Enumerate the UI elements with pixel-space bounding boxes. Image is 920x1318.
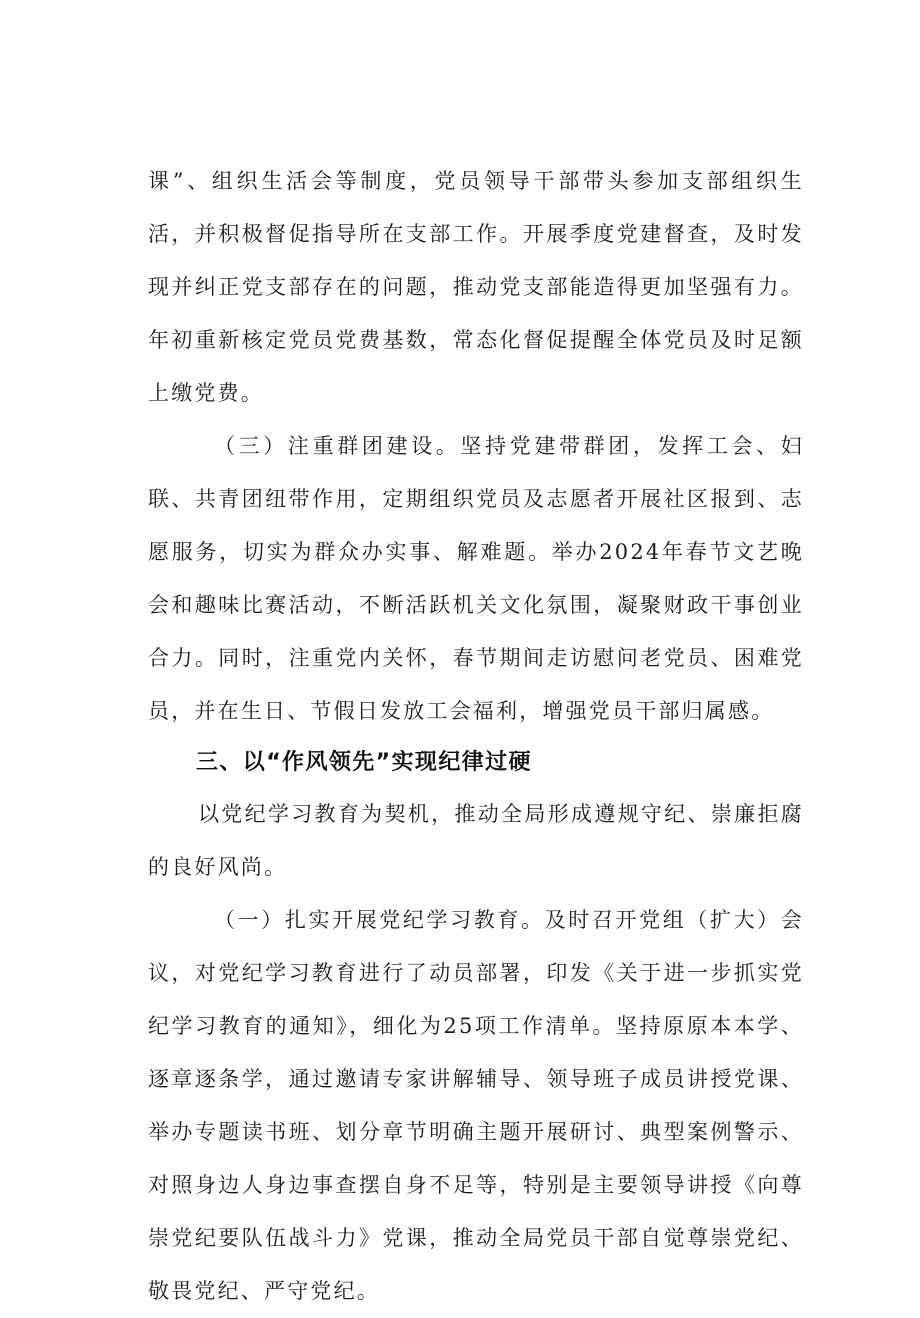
section-heading: 三、以“作风领先”实现纪律过硬 <box>196 750 532 775</box>
paragraph-section-3-group-building: （三）注重群团建设。坚持党建带群团，发挥工会、妇联、共青团纽带作用，定期组织党员及志愿者开展社区报到、志愿服务，切实为群众办实事、解难题。举办2024年春节文艺晚会和趣味比赛活动，不断活跃机关文化氛围，凝聚财政干事创业合力。同时，注重党内关怀，春节期间走访慰问老党员、困难党员，并在生日、节假日发放工会福利，增强党员干部归属感。 <box>148 434 804 723</box>
document-body <box>148 155 804 1318</box>
paragraph-discipline-education: （一）扎实开展党纪学习教育。及时召开党组（扩大）会议，对党纪学习教育进行了动员部署，印发《关于进一步抓实党纪学习教育的通知》，细化为25项工作清单。坚持原原本本学、逐章逐条学，通过邀请专家讲解辅导、领导班子成员讲授党课、举办专题读书班、划分章节明确主题开展研讨、典型案例警示、对照身边人身边事查摆自身不足等，特别是主要领导讲授《向尊崇党纪要队伍战斗力》党课，推动全局党员干部自觉尊崇党纪、敬畏党纪、严守党纪。 <box>148 908 804 1303</box>
paragraph-intro: 以党纪学习教育为契机，推动全局形成遵规守纪、崇廉拒腐的良好风尚。 <box>148 802 804 879</box>
paragraph-continued: 课”、组织生活会等制度，党员领导干部带头参加支部组织生活，并积极督促指导所在支部工作。开展季度党建督查，及时发现并纠正党支部存在的问题，推动党支部能造得更加坚强有力。年初重新核定党员党费基数，常态化督促提醒全体党员及时足额上缴党费。 <box>148 169 804 405</box>
